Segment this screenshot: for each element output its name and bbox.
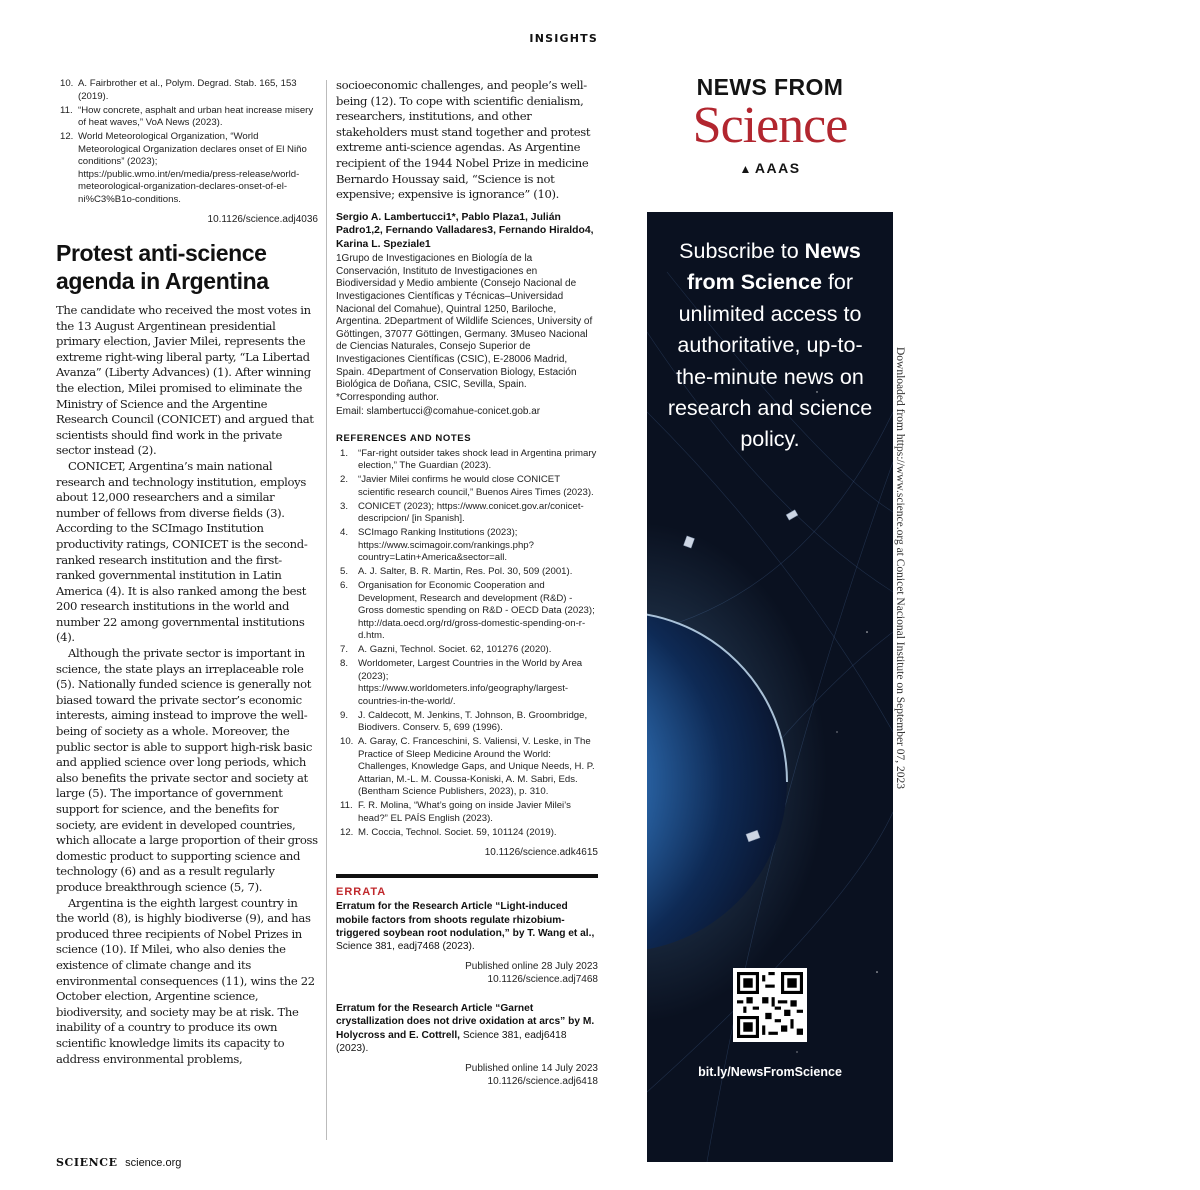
erratum-2 [336,1002,598,1055]
erratum-1-meta [336,961,598,986]
qr-code[interactable] [733,968,807,1042]
references-doi[interactable]: 10.1126/science.adk4615 [484,847,598,859]
ad-news-from: NEWS FROM [696,74,844,100]
list-item: 12. World Meteorological Organization, “World Meteorological Organization declares onset of El Niño conditions” (2023); https://public.wmo.int/en/media/press-release/world-meteorological-organization-declares-onset-of-el-ni%C3%B1o-conditions. [60,131,307,205]
page-footer [56,1156,181,1169]
footer-brand: SCIENCE [56,1156,118,1169]
body-paragraph: Argentina is the eighth largest country in the world (8), is highly biodiverse (9), and has produced three recipients of Nobel Prizes in science (10). If Milei, who also denies the existence of climate change and its environmental consequences (11), wins the 22 October election, Argentine science, biodiversity, and society may be at risk. The inability of a country to produce its own scientific knowledge limits its capacity to address environmental problems, [56,895,315,1066]
list-item: 8. Worldometer, Largest Countries in the World by Area (2023); https://www.worldometers.info/geography/largest-countries-in-the-world/. [340,658,583,707]
body-paragraph: CONICET, Argentina’s main national research and technology institution, employs about 12,000 researchers and a similar number of fellows from diverse fields (3). According to the SCImago Institution productivity ratings, CONICET is the second-ranked research institution and the first-ranked governmental institution in Latin America (4). It is also ranked among the best 200 research institutions in the world and number 22 among governmental institutions (4). [56,458,308,645]
list-item: 11. “How concrete, asphalt and urban heat increase misery of heat waves,” VoA News (2023). [60,104,314,128]
top-references [56,78,318,206]
download-watermark: Downloaded from https://www.science.org at Conicet Nacional Institute on September 07, 2023 [894,347,906,790]
aaas-mark-icon: ▲ [739,162,753,176]
ad-science-logo: Science [692,97,848,154]
erratum-title: Erratum for the Research Article “Garnet crystallization does not drive oxidation at arcs” by M. Holycross and E. Cottrell, [336,1003,595,1041]
references-list [336,448,598,840]
list-item: 9. J. Caldecott, M. Jenkins, T. Johnson, B. Groombridge, Biodivers. Conserv. 5, 699 (1996). [340,709,588,734]
body-paragraph: socioeconomic challenges, and people’s well-being (12). To cope with scientific denialism, researchers, institutions, and other stakeholders must stand together and protest extreme anti-science agendas. As Argentine recipient of the 1944 Nobel Prize in medicine Bernardo Houssay said, “Science is not expensive; expensive is ignorance” (10). [336,78,591,202]
list-item: 3. CONICET (2023); https://www.conicet.gov.ar/conicet-descripcion/ [in Spanish]. [340,500,584,525]
qr-code-icon [737,972,803,1038]
erratum-doi[interactable]: 10.1126/science.adj6418 [487,1075,598,1087]
article-body [56,303,318,1067]
section-label: INSIGHTS [529,32,598,45]
list-item: 10. A. Fairbrother et al., Polym. Degrad. Stab. 165, 153 (2019). [60,78,297,102]
column-divider [326,80,327,1140]
erratum-citation: Science 381, eadj7468 (2023). [336,941,475,953]
ad-url-link[interactable]: bit.ly/NewsFromScience [698,1065,842,1079]
errata-heading: ERRATA [336,886,387,899]
list-item: 2. “Javier Milei confirms he would close CONICET scientific research council,” Buenos Aires Times (2023). [340,474,594,498]
list-item: 5. A. J. Salter, B. R. Martin, Res. Pol. 30, 509 (2001). [340,566,573,578]
list-item: 1. “Far-right outsider takes shock lead in Argentina primary election,” The Guardian (2023). [340,447,597,472]
erratum-doi[interactable]: 10.1126/science.adj7468 [487,973,598,985]
errata-divider [336,874,598,878]
erratum-citation: Science 381, eadj6418 (2023). [336,1029,567,1054]
list-item: 11. F. R. Molina, “What’s going on inside Javier Milei’s head?” EL PAÍS English (2023). [340,800,571,824]
body-paragraph: The candidate who received the most votes in the 13 August Argentinean presidential primary election, Javier Milei, represents the extreme right-wing liberal party, “La Libertad Avanza” (Liberty Advances) (1). After winning the election, Milei promised to eliminate the Ministry of Science and the Argentine Research Council (CONICET) and argued that scientists should find work in the private sector instead (2). [56,303,314,458]
article-body-continued [336,78,598,203]
column-left [56,78,318,1067]
affiliations: 1Grupo de Investigaciones en Biología de la Conservación, Instituto de Investigaciones en Biodiversidad y Medio ambiente (Consejo Nacional de Investigaciones Científicas y Técnicas–Universidad Nacional del Comahue), Quintral 1250, Bariloche, Argentina. 2Department of Wildlife Sciences, University of Göttingen, 37077 Göttingen, Germany. 3Museo Nacional de Ciencias Naturales, Consejo Superior de Investigaciones Científicas (CSIC), E-28006 Madrid, Spain. 4Department of Conservation Biology, Estación Biológica de Doñana, CSIC, Sevilla, Spain. *Corresponding author. [336,253,593,403]
erratum-published: Published online 14 July 2023 [465,1063,598,1075]
list-item: 4. SCImago Ranking Institutions (2023); https://www.scimagoir.com/rankings.php?country=Latin+America&sector=all. [340,527,534,564]
top-doi[interactable]: 10.1126/science.adj4036 [207,214,318,225]
erratum-published: Published online 28 July 2023 [465,961,598,973]
corresponding-email[interactable]: Email: slambertucci@comahue-conicet.gob.ar [336,406,541,418]
ad-copy: Subscribe to News from Science for unlimited access to authoritative, up-to-the-minute news on research and science policy. [667,239,873,452]
author-list: Sergio A. Lambertucci1*, Pablo Plaza1, Julián Padro1,2, Fernando Valladares3, Fernando Hiraldo4, Karina L. Speziale1 [336,211,594,250]
erratum-1 [336,900,598,953]
column-middle [336,78,598,1088]
erratum-2-meta [336,1063,598,1088]
news-from-science-ad[interactable] [647,30,893,1162]
list-item: 10. A. Garay, C. Franceschini, S. Valiensi, V. Leske, in The Practice of Sleep Medicine Around the World: Challenges, Knowledge Gaps, and Unique Needs, H. P. Attarian, M.-L. M. Coussa-Koniski, A. M. Sabri, Eds. (Bentham Science Publishers, 2023), p. 310. [340,736,595,798]
article-headline: Protest anti-science agenda in Argentina [56,240,269,294]
footer-site-link[interactable]: science.org [125,1157,182,1169]
references-heading: REFERENCES AND NOTES [336,432,472,444]
list-item: 7. A. Gazni, Technol. Societ. 62, 101276 (2020). [340,644,552,656]
body-paragraph: Although the private sector is important in science, the state plays an irreplaceable role (5). Nationally funded science is generally not biased toward the private sector’s economic interests, aiming instead to improve the well-being of society as a whole. Moreover, the public sector is able to support high-risk basic and applied science over long periods, which also benefits the private sector and society at large (5). The importance of government support for science, and the benefits for society, are evident in developed countries, which allocate a large proportion of their gross domestic product to supporting science and technology (6) and as a result regularly produce breakthrough science (5, 7). [56,646,318,894]
list-item: 6. Organisation for Economic Cooperation and Development, Research and development (R&D) - Gross domestic spending on R&D - OECD Data (2023); http://data.oecd.org/rd/gross-domestic-spending-on-r-d.htm. [340,580,595,642]
erratum-title: Erratum for the Research Article “Light-induced mobile factors from shoots regulate rhizobium-triggered soybean root nodulation,” by T. Wang et al., [336,901,595,939]
list-item: 12. M. Coccia, Technol. Societ. 59, 101124 (2019). [340,826,557,838]
ad-aaas-logo: ▲ AAAS [739,160,801,176]
